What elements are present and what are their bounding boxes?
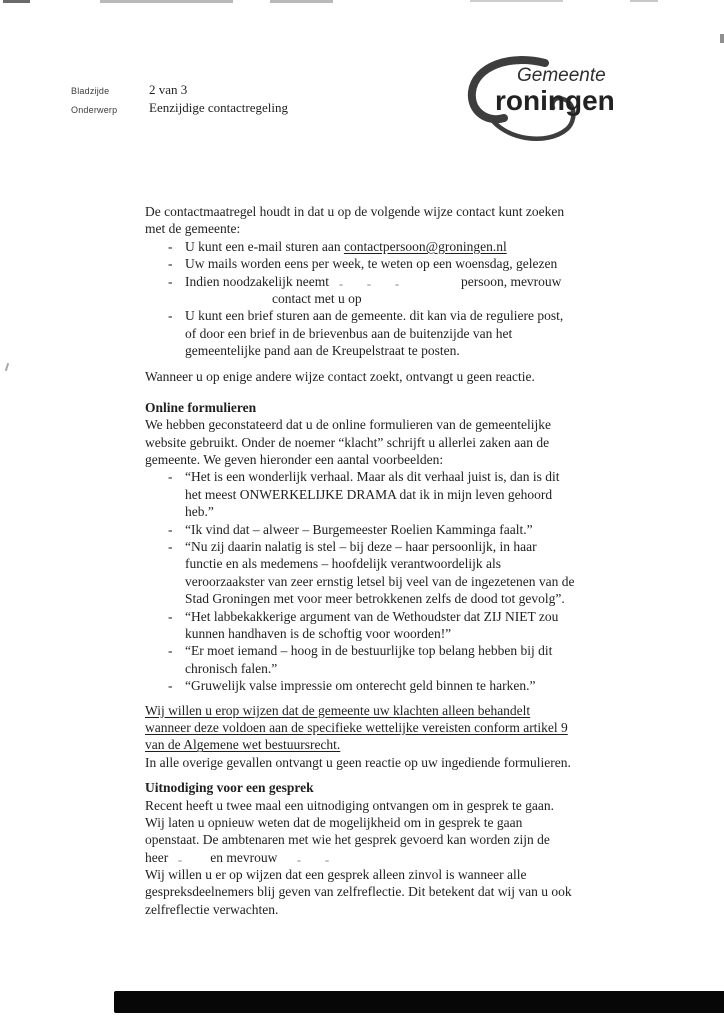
uitnodiging-heading: Uitnodiging voor een gesprek [145,780,314,796]
quote-bullet [145,538,650,608]
bullet-dash: - [168,308,173,324]
quote-line: “Het labbekakkerige argument van de Wethoudster dat ZIJ NIET zou [185,608,559,624]
bullet-dash: - [168,539,173,555]
closing-line: Wij willen u er op wijzen dat een gesprek alleen zinvol is wanneer alle [145,867,527,883]
online-intro-line: website gebruikt. Onder de noemer “klacht” schrijft u allerlei zaken aan de [145,434,550,450]
online-formulieren-heading: Online formulieren [145,399,257,415]
contact-bullet-brief [145,307,650,359]
quote-line: functie en als medemens – hoofdelijk verantwoordelijk als [185,556,502,572]
scan-smudge [3,0,30,3]
quote-bullet [145,642,650,677]
scan-smudge [270,0,333,3]
brief-line: of door een brief in de brievenbus aan de buitenzijde van het [185,325,513,341]
email-address-link: contactpersoon@groningen.nl [343,238,507,254]
page-number-value: 2 van 3 [149,82,188,97]
persoon-line-cont: contact met u op [272,290,362,306]
bullet-dash: - [168,678,173,694]
scan-edge-tick [5,363,9,371]
quote-line: het meest ONWERKELIJKE DRAMA dat ik in mijn leven gehoord [185,486,553,502]
invite-names-pre: heer [145,849,169,865]
gemeente-groningen-logo [455,52,695,152]
brief-line: U kunt een brief sturen aan de gemeente. dit kan via de reguliere post, [185,308,564,324]
bullet-dash: - [168,273,173,289]
quote-bullet [145,608,650,643]
contact-bullet-mails [145,255,650,272]
bullet-dash: - [168,643,173,659]
logo-word-roningen: roningen [495,85,615,116]
scan-smudge [630,0,658,2]
bullet-dash: - [168,238,173,254]
persoon-line-pre: Indien noodzakelijk neemt [185,273,329,289]
bullet-dash: - [168,469,173,485]
invite-names-mid: en mevrouw [210,849,278,865]
closing-line: zelfreflectie verwachten. [145,901,279,917]
scan-smudge [100,0,233,3]
quote-line: “Gruwelijk valse impressie om onterecht geld binnen te harken.” [185,678,536,694]
bullet-dash: - [168,608,173,624]
bullet-dash: - [168,256,173,272]
invite-line: openstaat. De ambtenaren met wie het gesprek gevoerd kan worden zijn de [145,832,550,848]
redaction-marks [329,284,461,286]
warning-underlined-line: Wij willen u erop wijzen dat de gemeente uw klachten alleen behandelt [145,702,531,718]
quote-line: heb.” [185,504,214,520]
closing-line: gespreksdeelnemers blij geven van zelfreflectie. Dit betekent dat wij van u ook [145,884,572,900]
mails-line: Uw mails worden eens per week, te weten op een woensdag, gelezen [185,256,558,272]
persoon-line-post: persoon, mevrouw [460,273,562,289]
quote-line: “Het is een wonderlijk verhaal. Maar als dit verhaal juist is, dan is dit [185,469,560,485]
email-line-text: U kunt een e-mail sturen aan [185,238,344,254]
contact-bullet-persoon [145,273,650,308]
quote-line: kunnen handhaven is de schoftig voor woorden!” [185,625,452,641]
redaction-marks [277,860,363,862]
quote-line: “Nu zij daarin nalatig is stel – bij deze – haar persoonlijk, in haar [185,539,537,555]
intro-line: De contactmaatregel houdt in dat u op de volgende wijze contact kunt zoeken [145,204,565,219]
subject-value: Eenzijdige contactregeling [149,100,288,115]
page-number-label: Bladzijde [71,86,110,96]
quote-line: Stad Groningen met voor meer betrokkenen zelfs de dood tot gevolg”. [185,591,565,607]
warning-plain-line: In alle overige gevallen ontvangt u geen reactie op uw ingediende formulieren. [145,754,571,770]
quote-bullet [145,521,650,538]
brief-line: gemeentelijke pand aan de Kreupelstraat te posten. [185,343,460,359]
online-intro-line: gemeente. We geven hieronder een aantal voorbeelden: [145,452,444,468]
invite-line: Wij laten u opnieuw weten dat de mogelijkheid om in gesprek te gaan [145,814,523,830]
logo-word-gemeente: Gemeente [517,65,606,86]
intro-line: met de gemeente: [145,221,241,237]
contact-bullet-email [145,238,650,255]
letter-body [145,203,650,918]
warning-underlined-line: wanneer deze voldoen aan de specifieke wettelijke vereisten conform artikel 9 [145,719,568,735]
online-intro-line: We hebben geconstateerd dat u de online formulieren van de gemeentelijke [145,417,551,433]
quote-line: “Er moet iemand – hoog in de bestuurlijke top belang hebben bij dit [185,643,553,659]
quote-line: “Ik vind dat – alweer – Burgemeester Roelien Kamminga faalt.” [185,521,533,537]
invite-line: Recent heeft u twee maal een uitnodiging ontvangen om in gesprek te gaan. [145,797,554,813]
subject-label: Onderwerp [71,105,118,115]
quote-bullet [145,677,650,694]
quote-line: chronisch falen.” [185,660,278,676]
no-reaction-line: Wanneer u op enige andere wijze contact zoekt, ontvangt u geen reactie. [145,368,535,384]
scan-smudge [470,0,563,2]
quote-line: veroorzaakster van zeer ernstig letsel bij veel van de ingezetenen van de [185,573,575,589]
redaction-marks [168,860,210,862]
warning-underlined-line: van de Algemene wet bestuursrecht. [145,737,341,753]
scan-artifact-bottom-bar [114,991,724,1013]
bullet-dash: - [168,521,173,537]
quote-bullet [145,468,650,520]
scan-edge-mark [720,34,724,43]
